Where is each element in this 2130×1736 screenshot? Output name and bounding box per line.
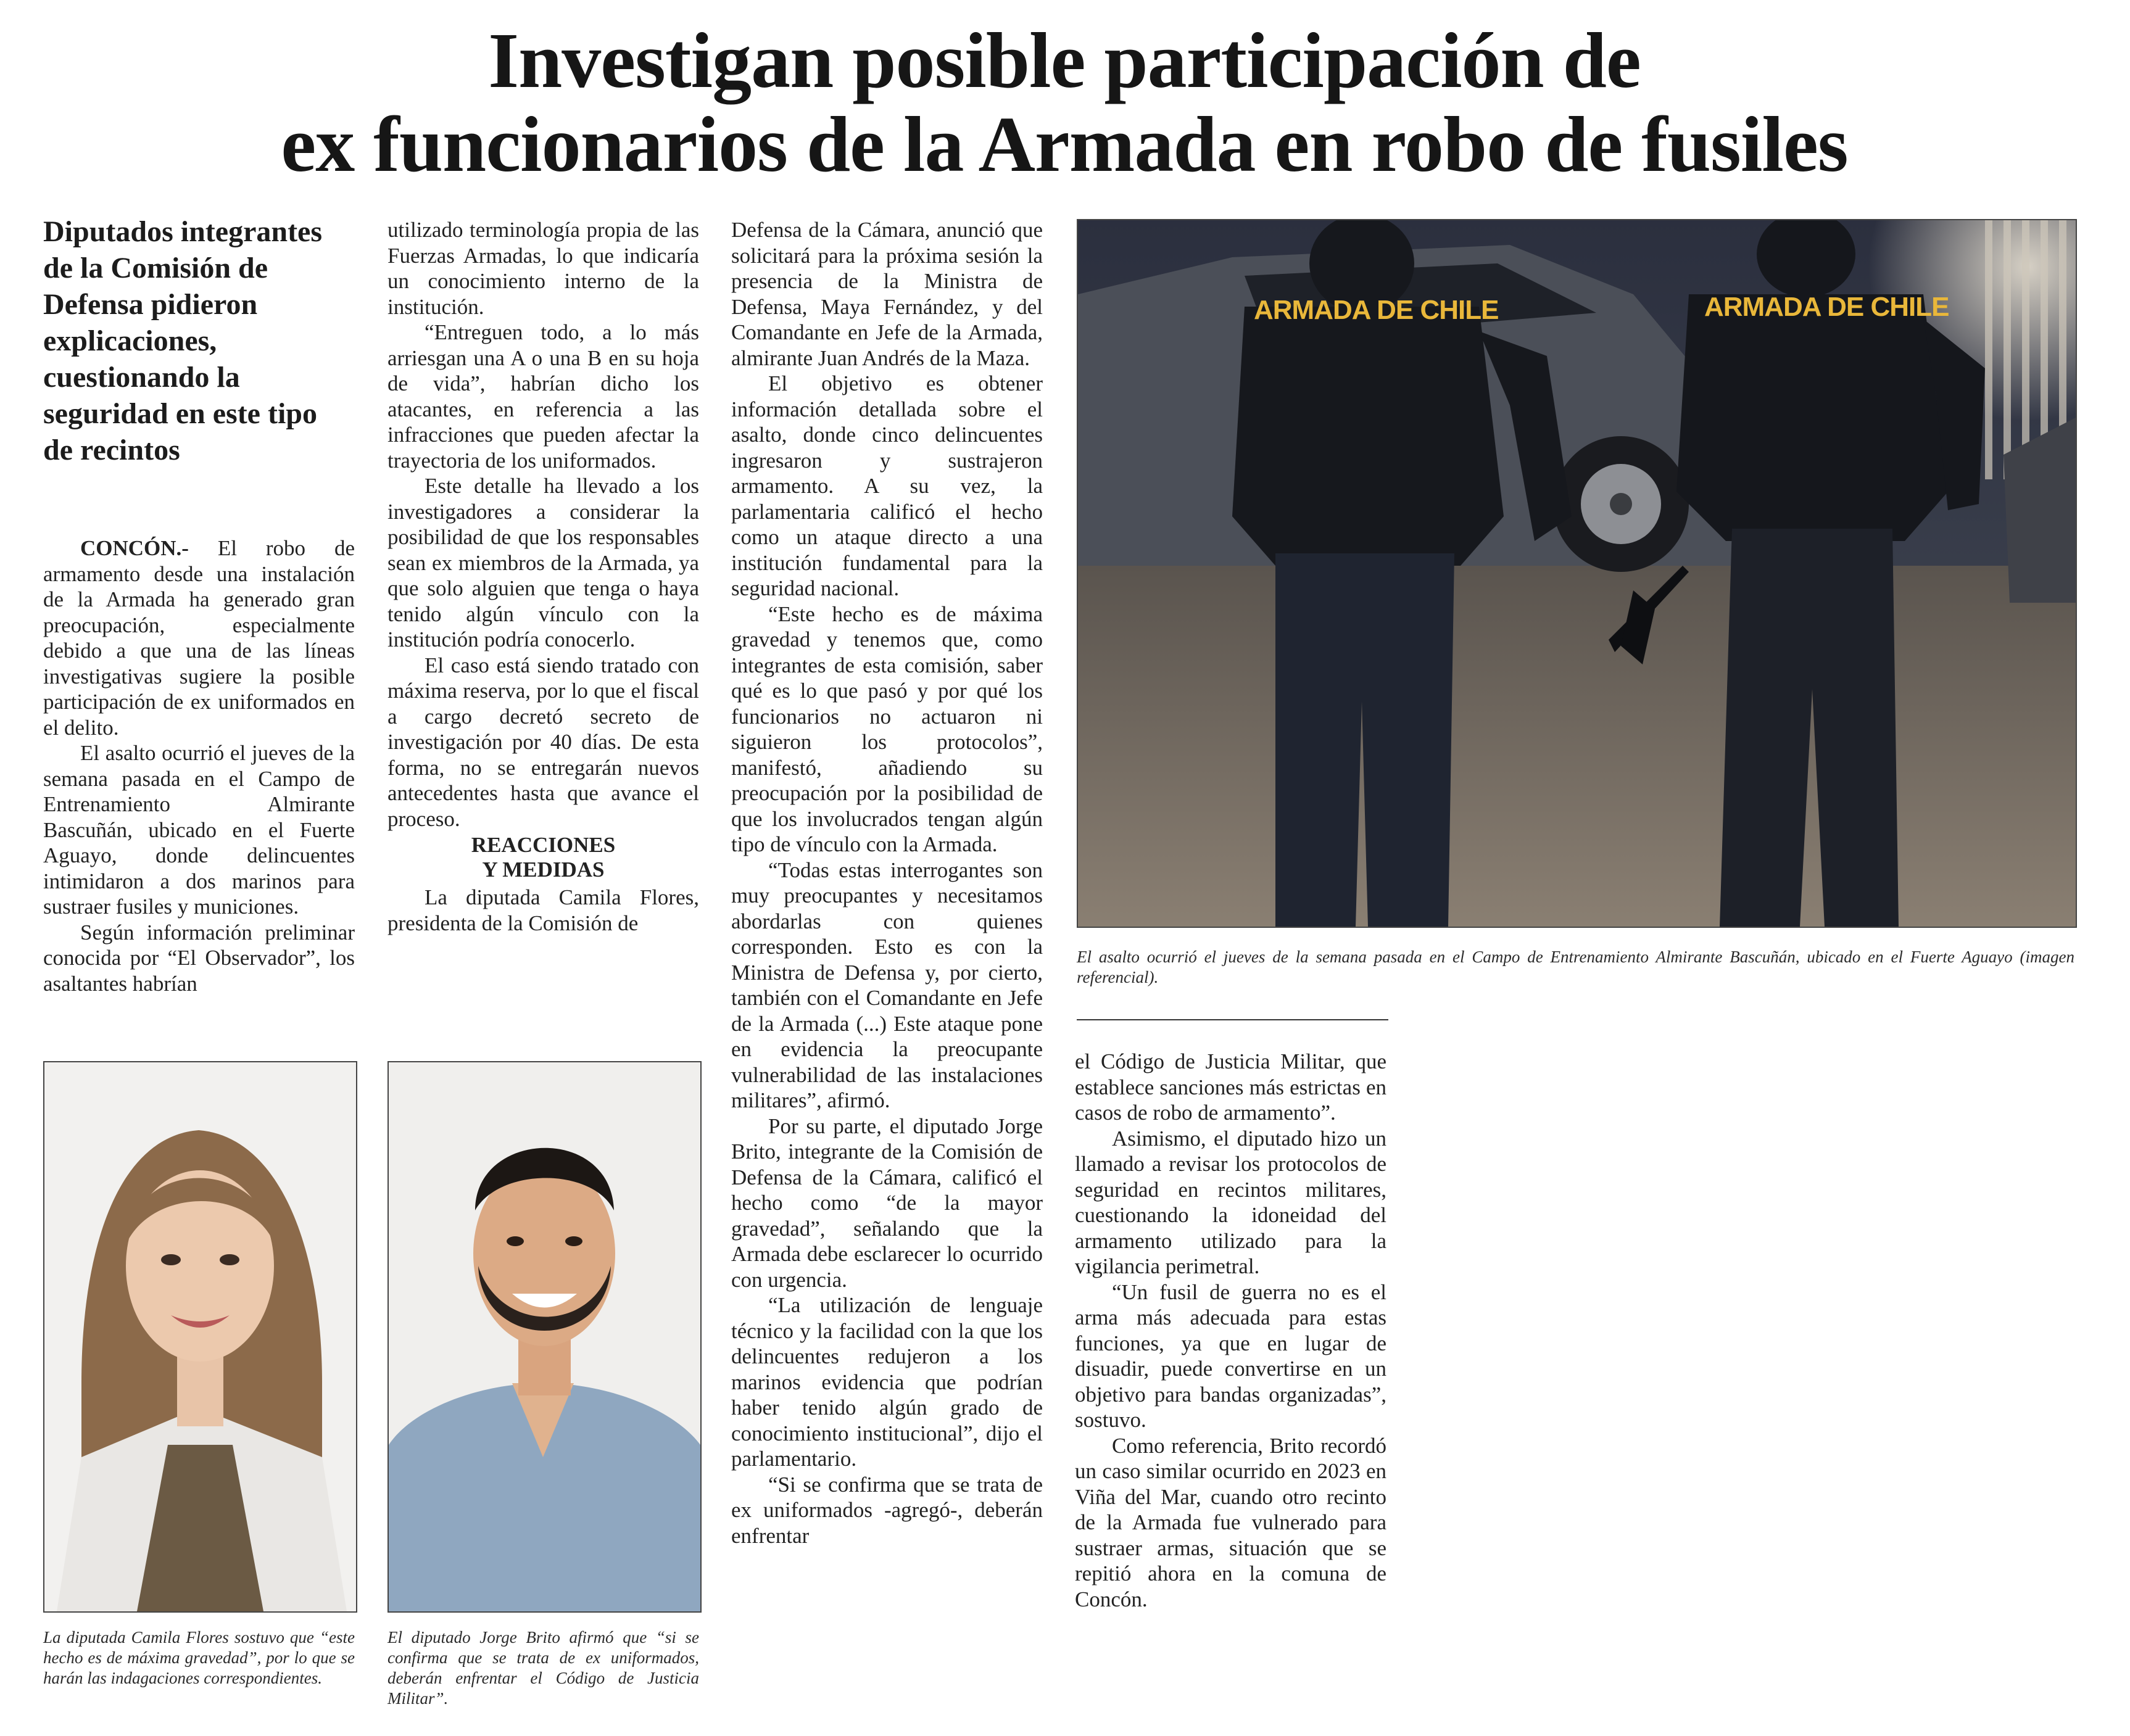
paragraph: “Un fusil de guerra no es el arma más adecuada para estas funciones, ya que en lugar de disuadir, puede convertirse en un objetivo para bandas organizadas”, sostuvo.: [1075, 1279, 1386, 1432]
photo-caption-brito: El diputado Jorge Brito afirmó que “si se confirma que se trata de ex uniformados, deberán enfrentar el Código de Justicia Militar”.: [387, 1628, 699, 1708]
paragraph: El objetivo es obtener información detallada sobre el asalto, donde cinco delincuentes ingresaron y sustrajeron armamento. A su vez, la parlamentaria calificó el hecho como un ataque directo a una institución fundamental para la seguridad nacional.: [731, 371, 1043, 600]
dateline: CONCÓN.-: [80, 536, 189, 560]
paragraph: “La utilización de lenguaje técnico y la facilidad con la que los delincuentes redujeron a los marinos evidencia que podrían haber tenido algún grado de conocimiento institucional”, dijo el parlamentario.: [731, 1293, 1043, 1471]
paragraph: Según información preliminar conocida por “El Observador”, los asaltantes habrían: [43, 920, 355, 996]
column-rule: [1077, 1019, 1388, 1020]
vest-label-right: ARMADA DE CHILE: [1704, 292, 1949, 322]
article-column-4: [1075, 1049, 1386, 1612]
paragraph: Como referencia, Brito recordó un caso similar ocurrido en 2023 en Viña del Mar, cuando otro recinto de la Armada fue vulnerado para sustraer armas, situación que se repitió ahora en la comuna de Concón.: [1075, 1433, 1386, 1611]
subhead-line-1: REACCIONES: [471, 833, 616, 857]
paragraph: Asimismo, el diputado hizo un llamado a revisar los protocolos de seguridad en recintos militares, cuestionando la idoneidad del armamento utilizado para la vigilancia perimetral.: [1075, 1126, 1386, 1278]
paragraph: La diputada Camila Flores, presidenta de la Comisión de: [387, 885, 699, 935]
paragraph: [43, 535, 355, 740]
article-column-2: [387, 217, 699, 936]
paragraph: El asalto ocurrió el jueves de la semana pasada en el Campo de Entrenamiento Almirante Bascuñán, ubicado en el Fuerte Aguayo, donde delincuentes intimidaron a dos marinos para sustraer fusiles y municiones.: [43, 741, 355, 919]
paragraph: Este detalle ha llevado a los investigadores a considerar la posibilidad de que los responsables sean ex miembros de la Armada, ya que solo alguien que tenga o haya tenido algún vínculo con la institución podría conocerlo.: [387, 474, 699, 651]
soldiers-photo-image: [1078, 220, 2076, 927]
headline-line-2: ex funcionarios de la Armada en robo de fusiles: [281, 101, 1848, 188]
paragraph: “Este hecho es de máxima gravedad y tenemos que, como integrantes de esta comisión, saber qué es lo que pasó y por qué los funcionarios no actuaron ni siguieron los protocolos”, manifestó, añadiendo su preocupación por la posibilidad de que los involucrados tengan algún tipo de vínculo con la Armada.: [731, 601, 1043, 856]
main-photo-caption: El asalto ocurrió el jueves de la semana pasada en el Campo de Entrenamiento Almirante Bascuñán, ubicado en el Fuerte Aguayo (imagen referencial).: [1077, 948, 2074, 986]
portrait-woman-image: [44, 1062, 356, 1611]
paragraph: el Código de Justicia Militar, que establece sanciones más estrictas en casos de robo de armamento”.: [1075, 1049, 1386, 1125]
main-photo: [1077, 219, 2077, 928]
portrait-man-image: [389, 1062, 700, 1611]
paragraph: Defensa de la Cámara, anunció que solicitará para la próxima sesión la presencia de la Ministra de Defensa, Maya Fernández, y del Comandante en Jefe de la Armada, almirante Juan Andrés de la Maza.: [731, 218, 1043, 370]
photo-jorge-brito: [387, 1061, 702, 1613]
subhead-line-2: Y MEDIDAS: [482, 858, 605, 882]
paragraph: Por su parte, el diputado Jorge Brito, integrante de la Comisión de Defensa de la Cámara, calificó el hecho como “de la mayor gravedad”, señalando que la Armada debe esclarecer lo ocurrido con urgencia.: [731, 1114, 1043, 1292]
headline: [37, 19, 2092, 186]
paragraph-text: El robo de armamento desde una instalación de la Armada ha generado gran preocupación, especialmente debido a que una de las líneas investigativas sugiere la posible participación de ex uniformados en el delito.: [43, 536, 355, 740]
paragraph: El caso está siendo tratado con máxima reserva, por lo que el fiscal a cargo decretó secreto de investigación por 40 días. De esta forma, no se entregarán nuevos antecedentes hasta que avance el proceso.: [387, 653, 699, 831]
article-column-1: [43, 535, 355, 996]
article-column-3: [731, 217, 1043, 1548]
photo-camila-flores: [43, 1061, 357, 1613]
section-subhead: [387, 833, 699, 882]
photo-caption-flores: La diputada Camila Flores sostuvo que “este hecho es de máxima gravedad”, por lo que se harán las indagaciones correspondientes.: [43, 1628, 355, 1687]
deck-subheadline: Diputados integrantes de la Comisión de Defensa pidieron explicaciones, cuestionando la seguridad en este tipo de recintos: [43, 215, 323, 466]
paragraph: “Si se confirma que se trata de ex uniformados -agregó-, deberán enfrentar: [731, 1472, 1043, 1548]
vest-label-left: ARMADA DE CHILE: [1254, 295, 1499, 325]
paragraph: utilizado terminología propia de las Fuerzas Armadas, lo que indicaría un conocimiento interno de la institución.: [387, 218, 699, 319]
headline-line-1: Investigan posible participación de: [488, 17, 1641, 104]
paragraph: “Todas estas interrogantes son muy preocupantes y necesitamos abordarlas con quienes corresponden. Esto es con la Ministra de Defensa y, por cierto, también con el Comandante en Jefe de la Armada (...) Este ataque pone en evidencia la preocupante vulnerabilidad de las instalaciones militares”, afirmó.: [731, 858, 1043, 1112]
paragraph: “Entreguen todo, a lo más arriesgan una A o una B en su hoja de vida”, habrían dicho los atacantes, en referencia a las infracciones que pueden afectar la trayectoria de los uniformados.: [387, 320, 699, 473]
